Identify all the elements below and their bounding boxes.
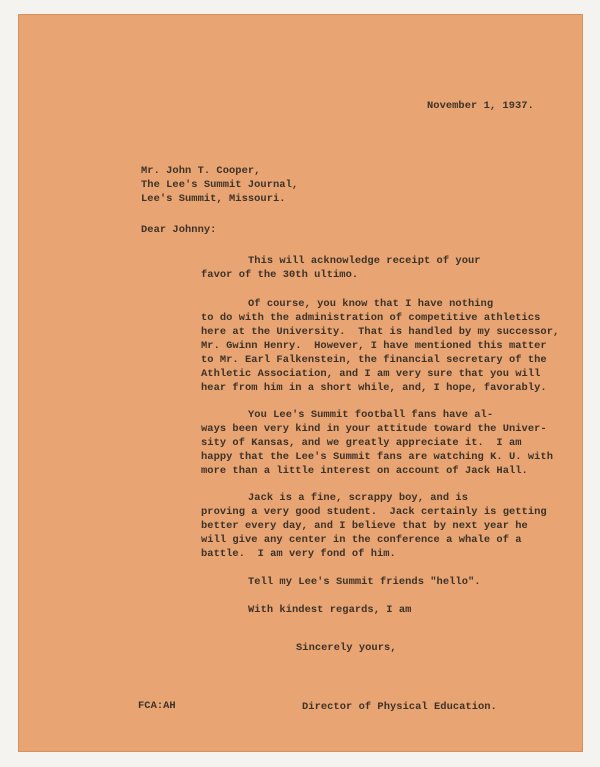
paragraph-line: happy that the Lee's Summit fans are watching K. U. with [201,451,553,463]
paragraph-line: favor of the 30th ultimo. [201,269,359,281]
letter-page [18,14,583,752]
paragraph-line: Tell my Lee's Summit friends "hello". [248,576,481,588]
paragraph-line: Mr. Gwinn Henry. However, I have mentioned this matter [201,340,547,352]
paragraph-line: Of course, you know that I have nothing [248,298,494,310]
paragraph-line: hear from him in a short while, and, I hope, favorably. [201,382,547,394]
paragraph-line: to do with the administration of competitive athletics [201,312,541,324]
signature-title: Director of Physical Education. [302,701,497,713]
paragraph-line: Athletic Association, and I am very sure that you will [201,368,541,380]
closing: Sincerely yours, [296,642,397,654]
paragraph-line: battle. I am very fond of him. [201,548,396,560]
recipient-line: Mr. John T. Cooper, [141,165,261,177]
letter-date: November 1, 1937. [427,100,534,112]
paragraph-line: more than a little interest on account of Jack Hall. [201,465,528,477]
recipient-line: The Lee's Summit Journal, [141,179,299,191]
typist-initials: FCA:AH [138,700,176,712]
paragraph-line: ways been very kind in your attitude toward the Univer- [201,423,547,435]
paragraph-line: here at the University. That is handled by my successor, [201,326,560,338]
paragraph-line: sity of Kansas, and we greatly appreciate it. I am [201,437,522,449]
paragraph-line: You Lee's Summit football fans have al- [248,409,494,421]
paragraph-line: better every day, and I believe that by next year he [201,520,528,532]
paragraph-line: will give any center in the conference a whale of a [201,534,522,546]
recipient-line: Lee's Summit, Missouri. [141,193,286,205]
paragraph-line: Jack is a fine, scrappy boy, and is [248,492,468,504]
paragraph-line: With kindest regards, I am [248,604,412,616]
paragraph-line: This will acknowledge receipt of your [248,255,481,267]
paragraph-line: proving a very good student. Jack certainly is getting [201,506,547,518]
paragraph-line: to Mr. Earl Falkenstein, the financial secretary of the [201,354,547,366]
salutation: Dear Johnny: [141,224,217,236]
